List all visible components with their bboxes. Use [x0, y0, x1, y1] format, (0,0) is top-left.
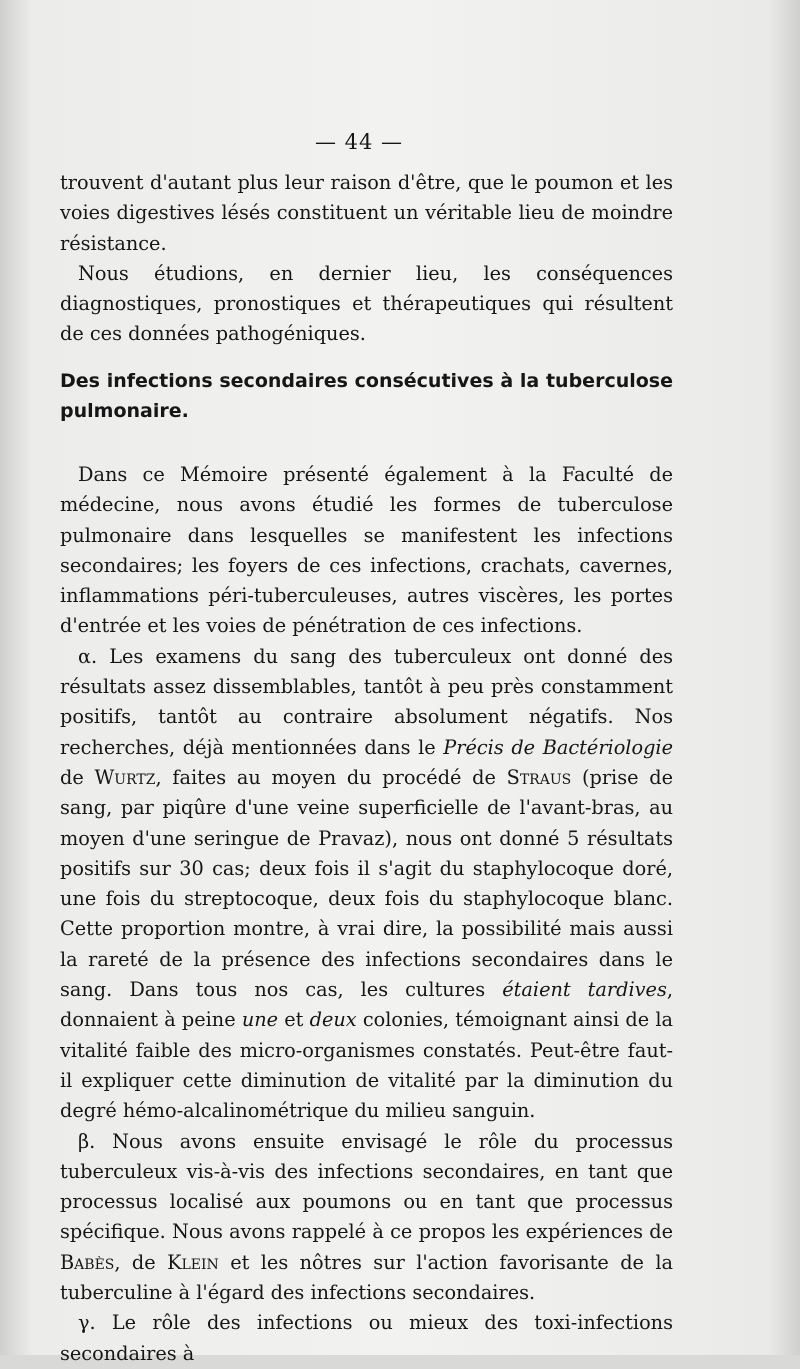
paragraph-memoire: Dans ce Mémoire présenté également à la Faculté de médecine, nous avons étudié les formes de tuberculose pulmonaire dans lesquelles se manifestent les infections secondaires; les foyers de ces infections, crachats, cavernes, inflammations péri-tuberculeuses, autres viscères, les portes d'entrée et les voies de pénétration de ces infections.: [60, 463, 673, 638]
paragraph-alpha: α. Les examens du sang des tuberculeux ont donné des résultats assez dissemblables, tantôt à peu près constamment positifs, tantôt au contraire absolument négatifs. Nos recherches, déjà mentionnées dans le Précis de Bactériologie de Wurtz, faites au moyen du procédé de Straus (prise de sang, par piqûre d'une veine superficielle de l'avant-bras, au moyen d'une seringue de Pravaz), nous ont donné 5 résultats positifs sur 30 cas; deux fois il s'agit du staphylocoque doré, une fois du streptocoque, deux fois du staphylocoque blanc. Cette proportion montre, à vrai dire, la possibilité mais aussi la rareté de la présence des infections secondaires dans le sang. Dans tous nos cas, les cultures étaient tardives, donnaient à peine une et deux colonies, témoignant ainsi de la vitalité faible des micro-organismes constatés. Peut-être faut-il expliquer cette diminution de vitalité par la diminution du degré hémo-alcalinométrique du milieu sanguin.: [60, 644, 674, 1123]
book-title: Précis de Bactériologie: [443, 735, 674, 759]
page-number: — 44 —: [314, 130, 404, 154]
intro-text: [60, 168, 673, 350]
paragraph-beta: β. Nous avons ensuite envisagé le rôle du processus tuberculeux vis-à-vis des infections secondaires, en tant que processus localisé aux poumons ou en tant que processus spécifique. Nous avons rappelé à ce propos les expériences de Babès, de Klein et les nôtres sur l'action favorisante de la tuberculine à l'égard des infections secondaires.: [60, 1129, 673, 1305]
section-heading: Des infections secondaires consécutives à la tuberculose pulmonaire.: [60, 370, 673, 422]
author-name: Babès: [60, 1250, 115, 1274]
author-name: Wurtz: [94, 765, 156, 789]
continued-paragraph: trouvent d'autant plus leur raison d'être, que le poumon et les voies digestives lésés constituent un véritable lieu de moindre résistance.: [60, 171, 673, 255]
paragraph-conclusion: Nous étudions, en dernier lieu, les conséquences diagnostiques, pronostiques et thérapeutiques qui résultent de ces données pathogéniques.: [60, 261, 673, 346]
author-name: Klein: [167, 1250, 219, 1274]
paragraph-gamma: γ. Le rôle des infections ou mieux des toxi-infections secondaires à: [60, 1311, 673, 1365]
author-name: Straus: [506, 765, 572, 789]
section-body: [60, 460, 673, 1369]
